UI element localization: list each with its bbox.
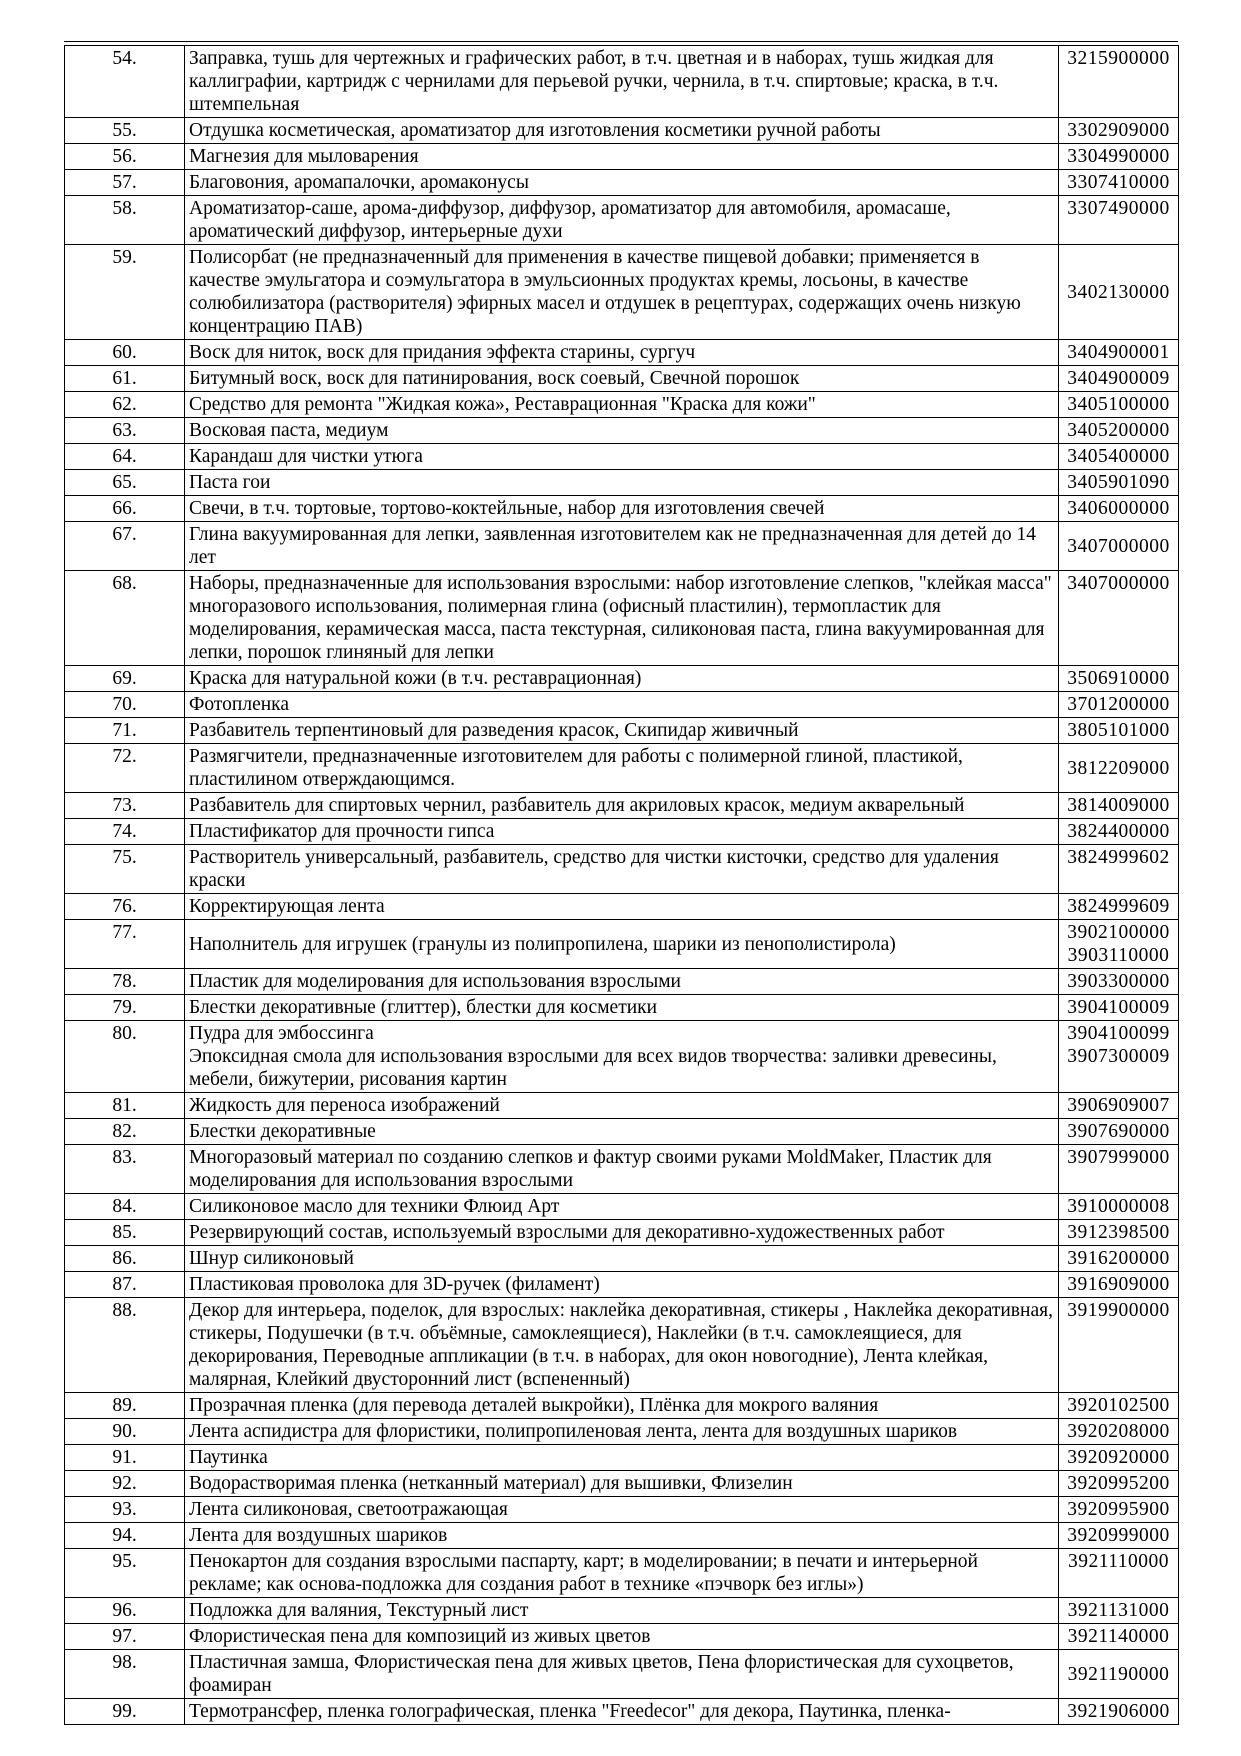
row-description — [185, 1220, 1059, 1246]
table-row — [65, 1549, 1179, 1598]
row-number: 80. — [65, 1021, 185, 1093]
table-row — [65, 920, 1179, 969]
row-code — [1059, 1549, 1179, 1598]
table-row — [65, 418, 1179, 444]
table-row — [65, 170, 1179, 196]
row-description — [185, 496, 1059, 522]
row-number: 65. — [65, 470, 185, 496]
commodity-code: 3814009000 — [1067, 795, 1170, 816]
table-row — [65, 1624, 1179, 1650]
commodity-code: 3904100009 — [1067, 997, 1170, 1018]
row-description — [185, 366, 1059, 392]
row-number: 61. — [65, 366, 185, 392]
row-number: 95. — [65, 1549, 185, 1598]
description-paragraph: Заправка, тушь для чертежных и графических работ, в т.ч. цветная и в наборах, тушь жидкая для каллиграфии, картридж с чернилами для перьевой ручки, чернила, в т.ч. спиртовые; краска, в т.ч. штемпельная — [189, 48, 999, 115]
row-code — [1059, 1497, 1179, 1523]
commodity-code: 3307490000 — [1067, 198, 1170, 219]
description-paragraph: Пудра для эмбоссинга — [189, 1023, 374, 1044]
row-code — [1059, 118, 1179, 144]
row-description — [185, 418, 1059, 444]
commodity-code: 3920995200 — [1067, 1473, 1170, 1494]
table-row — [65, 340, 1179, 366]
description-paragraph: Жидкость для переноса изображений — [189, 1095, 500, 1116]
table-row — [65, 666, 1179, 692]
description-paragraph: Благовония, аромапалочки, аромаконусы — [189, 172, 529, 193]
row-code — [1059, 969, 1179, 995]
table-row — [65, 522, 1179, 571]
description-paragraph: Подложка для валяния, Текстурный лист — [189, 1600, 529, 1621]
row-code — [1059, 1523, 1179, 1549]
row-description — [185, 969, 1059, 995]
row-description — [185, 845, 1059, 894]
table-row — [65, 819, 1179, 845]
row-code — [1059, 144, 1179, 170]
commodity-code: 3907300009 — [1067, 1046, 1170, 1067]
description-paragraph: Шнур силиконовый — [189, 1248, 354, 1269]
commodity-code: 3916200000 — [1067, 1248, 1170, 1269]
description-paragraph: Прозрачная пленка (для перевода деталей выкройки), Плёнка для мокрого валяния — [189, 1395, 879, 1416]
row-description — [185, 1194, 1059, 1220]
row-number: 76. — [65, 894, 185, 920]
row-code — [1059, 1093, 1179, 1119]
table-row — [65, 1194, 1179, 1220]
description-paragraph: Корректирующая лента — [189, 896, 385, 917]
row-code — [1059, 1298, 1179, 1393]
row-description — [185, 170, 1059, 196]
row-code — [1059, 1119, 1179, 1145]
row-number: 85. — [65, 1220, 185, 1246]
table-row — [65, 1119, 1179, 1145]
commodity-code: 3824999609 — [1067, 896, 1170, 917]
row-code — [1059, 1194, 1179, 1220]
row-code — [1059, 496, 1179, 522]
row-code — [1059, 1145, 1179, 1194]
row-number: 60. — [65, 340, 185, 366]
commodity-code: 3402130000 — [1067, 281, 1170, 303]
description-paragraph: Блестки декоративные (глиттер), блестки для косметики — [189, 997, 658, 1018]
commodity-code: 3920999000 — [1067, 1525, 1170, 1546]
row-number: 59. — [65, 245, 185, 340]
row-code — [1059, 894, 1179, 920]
table-row — [65, 1393, 1179, 1419]
commodity-code: 3701200000 — [1067, 694, 1170, 715]
commodity-code: 3215900000 — [1067, 48, 1170, 69]
description-paragraph: Наборы, предназначенные для использования взрослыми: набор изготовление слепков, "клейкая масса" многоразового использования, полимерная глина (офисный пластилин), термопластик для моделирования, керамическая масса, паста текстурная, силиконовая паста, глина вакуумированная для лепки, порошок глиняный для лепки — [189, 573, 1052, 663]
row-description — [185, 1598, 1059, 1624]
row-description — [185, 920, 1059, 969]
table-row — [65, 496, 1179, 522]
table-row — [65, 793, 1179, 819]
row-code — [1059, 1471, 1179, 1497]
description-paragraph: Лента для воздушных шариков — [189, 1525, 448, 1546]
table-row — [65, 969, 1179, 995]
row-number: 73. — [65, 793, 185, 819]
row-code — [1059, 340, 1179, 366]
commodity-code: 3903300000 — [1067, 971, 1170, 992]
row-number: 82. — [65, 1119, 185, 1145]
table-row — [65, 744, 1179, 793]
row-description — [185, 819, 1059, 845]
description-paragraph: Восковая паста, медиум — [189, 420, 389, 441]
row-number: 87. — [65, 1272, 185, 1298]
row-number: 90. — [65, 1419, 185, 1445]
row-description — [185, 744, 1059, 793]
row-number: 66. — [65, 496, 185, 522]
table-row — [65, 1650, 1179, 1699]
commodity-code: 3907690000 — [1067, 1121, 1170, 1142]
description-paragraph: Воск для ниток, воск для придания эффекта старины, сургуч — [189, 342, 696, 363]
row-number: 62. — [65, 392, 185, 418]
description-paragraph: Лента силиконовая, светоотражающая — [189, 1499, 508, 1520]
row-code — [1059, 1624, 1179, 1650]
commodity-code: 3407000000 — [1067, 573, 1170, 594]
table-row — [65, 1145, 1179, 1194]
row-number: 91. — [65, 1445, 185, 1471]
goods-table-container — [64, 45, 1178, 1725]
row-description — [185, 1393, 1059, 1419]
commodity-code: 3506910000 — [1067, 668, 1170, 689]
row-description — [185, 1497, 1059, 1523]
commodity-code: 3302909000 — [1067, 120, 1170, 141]
row-code — [1059, 1650, 1179, 1699]
row-code — [1059, 1272, 1179, 1298]
table-row — [65, 845, 1179, 894]
description-paragraph: Разбавитель для спиртовых чернил, разбавитель для акриловых красок, медиум акварельный — [189, 795, 965, 816]
table-row — [65, 571, 1179, 666]
row-number: 93. — [65, 1497, 185, 1523]
row-number: 72. — [65, 744, 185, 793]
row-number: 97. — [65, 1624, 185, 1650]
row-description — [185, 1298, 1059, 1393]
commodity-code: 3920208000 — [1067, 1421, 1170, 1442]
description-paragraph: Термотрансфер, пленка голографическая, пленка "Freedecor" для декора, Паутинка, пленка- — [189, 1701, 951, 1722]
row-code — [1059, 1699, 1179, 1725]
commodity-code: 3405100000 — [1067, 394, 1170, 415]
table-row — [65, 245, 1179, 340]
commodity-code: 3920102500 — [1067, 1395, 1170, 1416]
description-paragraph: Растворитель универсальный, разбавитель, средство для чистки кисточки, средство для удаления краски — [189, 847, 999, 891]
description-paragraph: Блестки декоративные — [189, 1121, 376, 1142]
table-row — [65, 1298, 1179, 1393]
description-paragraph: Многоразовый материал по созданию слепков и фактур своими руками MoldMaker, Пластик для моделирования для использования взрослыми — [189, 1147, 992, 1191]
table-row — [65, 1419, 1179, 1445]
commodity-code: 3824400000 — [1067, 821, 1170, 842]
row-number: 68. — [65, 571, 185, 666]
row-code — [1059, 522, 1179, 571]
row-number: 63. — [65, 418, 185, 444]
commodity-code: 3921906000 — [1067, 1701, 1170, 1722]
table-row — [65, 470, 1179, 496]
row-number: 96. — [65, 1598, 185, 1624]
row-code — [1059, 1246, 1179, 1272]
table-row — [65, 118, 1179, 144]
description-paragraph: Декор для интерьера, поделок, для взрослых: наклейка декоративная, стикеры , Наклейка декоративная, стикеры, Подушечки (в т.ч. объёмные, самоклеящиеся), Наклейки (в т.ч. самоклеящиеся, для декорирования, Переводные аппликации (в т.ч. в наборах, для окон новогодние), Лента клейкая, малярная, Клейкий двусторонний лист (вспененный) — [189, 1300, 1053, 1390]
row-number: 98. — [65, 1650, 185, 1699]
row-description — [185, 340, 1059, 366]
row-description — [185, 118, 1059, 144]
row-code — [1059, 196, 1179, 245]
row-code — [1059, 666, 1179, 692]
commodity-code: 3307410000 — [1067, 172, 1170, 193]
description-paragraph: Полисорбат (не предназначенный для применения в качестве пищевой добавки; применяется в качестве эмульгатора и соэмульгатора в эмульсионных продуктах кремы, лосьоны, в качестве солюбилизатора (растворителя) эфирных масел и отдушек в рецептурах, содержащих очень низкую концентрацию ПАВ) — [189, 247, 1021, 337]
row-number: 54. — [65, 46, 185, 118]
row-number: 81. — [65, 1093, 185, 1119]
description-paragraph: Битумный воск, воск для патинирования, воск соевый, Свечной порошок — [189, 368, 800, 389]
row-description — [185, 392, 1059, 418]
commodity-code: 3921131000 — [1067, 1600, 1170, 1621]
commodity-code: 3910000008 — [1067, 1196, 1170, 1217]
commodity-code: 3304990000 — [1067, 146, 1170, 167]
row-description — [185, 1471, 1059, 1497]
description-paragraph: Ароматизатор-саше, арома-диффузор, диффузор, ароматизатор для автомобиля, аромасаше, ароматический диффузор, интерьерные духи — [189, 198, 951, 242]
row-description — [185, 444, 1059, 470]
row-code — [1059, 692, 1179, 718]
row-number: 77. — [65, 920, 185, 969]
goods-table — [64, 45, 1179, 1725]
row-number: 88. — [65, 1298, 185, 1393]
row-code — [1059, 366, 1179, 392]
table-row — [65, 196, 1179, 245]
description-paragraph: Пластичная замша, Флористическая пена для живых цветов, Пена флористическая для сухоцветов, фоамиран — [189, 1652, 1014, 1696]
description-paragraph: Размягчители, предназначенные изготовителем для работы с полимерной глиной, пластикой, пластилином отверждающимся. — [189, 746, 963, 790]
row-description — [185, 1093, 1059, 1119]
row-number: 74. — [65, 819, 185, 845]
commodity-code: 3912398500 — [1067, 1222, 1170, 1243]
row-description — [185, 196, 1059, 245]
description-paragraph: Фотопленка — [189, 694, 290, 715]
commodity-code: 3406000000 — [1067, 498, 1170, 519]
row-description — [185, 1145, 1059, 1194]
row-number: 56. — [65, 144, 185, 170]
table-row — [65, 1471, 1179, 1497]
row-description — [185, 666, 1059, 692]
row-code — [1059, 392, 1179, 418]
row-description — [185, 1523, 1059, 1549]
table-row — [65, 692, 1179, 718]
row-number: 57. — [65, 170, 185, 196]
commodity-code: 3812209000 — [1067, 757, 1170, 779]
commodity-code: 3404900001 — [1067, 342, 1170, 363]
row-description — [185, 1650, 1059, 1699]
table-row — [65, 392, 1179, 418]
table-row — [65, 1598, 1179, 1624]
table-row — [65, 1220, 1179, 1246]
description-paragraph: Средство для ремонта "Жидкая кожа», Реставрационная "Краска для кожи" — [189, 394, 816, 415]
row-code — [1059, 1220, 1179, 1246]
description-paragraph: Эпоксидная смола для использования взрослыми для всех видов творчества: заливки древесины, мебели, бижутерии, рисования картин — [189, 1046, 997, 1090]
description-paragraph: Отдушка косметическая, ароматизатор для изготовления косметики ручной работы — [189, 120, 881, 141]
commodity-code: 3805101000 — [1067, 720, 1170, 741]
row-description — [185, 894, 1059, 920]
row-number: 86. — [65, 1246, 185, 1272]
description-paragraph: Лента аспидистра для флористики, полипропиленовая лента, лента для воздушных шариков — [189, 1421, 958, 1442]
commodity-code: 3920995900 — [1067, 1499, 1170, 1520]
row-description — [185, 1549, 1059, 1598]
row-description — [185, 46, 1059, 118]
description-paragraph: Разбавитель терпентиновый для разведения красок, Скипидар живичный — [189, 720, 799, 741]
row-number: 99. — [65, 1699, 185, 1725]
row-number: 78. — [65, 969, 185, 995]
table-row — [65, 1246, 1179, 1272]
page-break-rule — [64, 41, 1178, 42]
table-row — [65, 1523, 1179, 1549]
commodity-code: 3903110000 — [1067, 945, 1170, 966]
row-description — [185, 718, 1059, 744]
description-paragraph: Карандаш для чистки утюга — [189, 446, 423, 467]
commodity-code: 3906909007 — [1067, 1095, 1170, 1116]
commodity-code: 3405901090 — [1067, 472, 1170, 493]
table-row — [65, 995, 1179, 1021]
row-code — [1059, 470, 1179, 496]
commodity-code: 3916909000 — [1067, 1274, 1170, 1295]
commodity-code: 3921140000 — [1067, 1626, 1170, 1647]
row-code — [1059, 793, 1179, 819]
row-code — [1059, 170, 1179, 196]
description-paragraph: Магнезия для мыловарения — [189, 146, 419, 167]
commodity-code: 3920920000 — [1067, 1447, 1170, 1468]
row-number: 70. — [65, 692, 185, 718]
commodity-code: 3919900000 — [1067, 1300, 1170, 1321]
row-number: 71. — [65, 718, 185, 744]
row-number: 94. — [65, 1523, 185, 1549]
row-number: 67. — [65, 522, 185, 571]
row-code — [1059, 718, 1179, 744]
table-row — [65, 1272, 1179, 1298]
table-row — [65, 894, 1179, 920]
row-description — [185, 144, 1059, 170]
row-description — [185, 1021, 1059, 1093]
row-code — [1059, 444, 1179, 470]
table-row — [65, 1699, 1179, 1725]
description-paragraph: Свечи, в т.ч. тортовые, тортово-коктейльные, набор для изготовления свечей — [189, 498, 825, 519]
row-number: 83. — [65, 1145, 185, 1194]
table-row — [65, 46, 1179, 118]
description-paragraph: Силиконовое масло для техники Флюид Арт — [189, 1196, 560, 1217]
row-description — [185, 1445, 1059, 1471]
description-paragraph: Резервирующий состав, используемый взрослыми для декоративно-художественных работ — [189, 1222, 945, 1243]
row-number: 84. — [65, 1194, 185, 1220]
row-description — [185, 995, 1059, 1021]
row-code — [1059, 1393, 1179, 1419]
table-row — [65, 366, 1179, 392]
row-number: 75. — [65, 845, 185, 894]
description-paragraph: Водорастворимая пленка (нетканный материал) для вышивки, Флизелин — [189, 1473, 793, 1494]
description-paragraph: Пенокартон для создания взрослыми паспарту, карт; в моделировании; в печати и интерьерной рекламе; как основа-подложка для создания работ в технике «пэчворк без иглы») — [189, 1551, 978, 1595]
commodity-code: 3407000000 — [1067, 535, 1170, 557]
commodity-code: 3921110000 — [1067, 1551, 1170, 1572]
row-code — [1059, 46, 1179, 118]
commodity-code: 3405200000 — [1067, 420, 1170, 441]
row-code — [1059, 1021, 1179, 1093]
row-number: 58. — [65, 196, 185, 245]
row-code — [1059, 920, 1179, 969]
commodity-code: 3404900009 — [1067, 368, 1170, 389]
commodity-code: 3902100000 — [1067, 922, 1170, 943]
row-code — [1059, 1445, 1179, 1471]
commodity-code: 3824999602 — [1067, 847, 1170, 868]
row-code — [1059, 819, 1179, 845]
row-code — [1059, 845, 1179, 894]
description-paragraph: Флористическая пена для композиций из живых цветов — [189, 1626, 651, 1647]
row-description — [185, 1419, 1059, 1445]
commodity-code: 3405400000 — [1067, 446, 1170, 467]
row-description — [185, 470, 1059, 496]
row-description — [185, 571, 1059, 666]
row-code — [1059, 245, 1179, 340]
description-paragraph: Паста гои — [189, 472, 271, 493]
row-description — [185, 1624, 1059, 1650]
table-row — [65, 718, 1179, 744]
row-number: 55. — [65, 118, 185, 144]
table-row — [65, 1497, 1179, 1523]
table-row — [65, 444, 1179, 470]
table-row — [65, 1093, 1179, 1119]
row-number: 69. — [65, 666, 185, 692]
row-description — [185, 793, 1059, 819]
description-paragraph: Пластиковая проволока для 3D-ручек (филамент) — [189, 1274, 600, 1295]
table-row — [65, 144, 1179, 170]
table-row — [65, 1445, 1179, 1471]
row-description — [185, 1119, 1059, 1145]
row-code — [1059, 1419, 1179, 1445]
row-code — [1059, 571, 1179, 666]
row-number: 92. — [65, 1471, 185, 1497]
row-number: 89. — [65, 1393, 185, 1419]
row-code — [1059, 995, 1179, 1021]
row-code — [1059, 418, 1179, 444]
description-paragraph: Краска для натуральной кожи (в т.ч. реставрационная) — [189, 668, 642, 689]
row-number: 64. — [65, 444, 185, 470]
row-description — [185, 1272, 1059, 1298]
row-number: 79. — [65, 995, 185, 1021]
row-description — [185, 522, 1059, 571]
goods-table-body — [65, 46, 1179, 1725]
row-description — [185, 1246, 1059, 1272]
row-description — [185, 692, 1059, 718]
commodity-code: 3921190000 — [1067, 1663, 1170, 1685]
description-paragraph: Глина вакуумированная для лепки, заявленная изготовителем как не предназначенная для детей до 14 лет — [189, 524, 1037, 568]
row-code — [1059, 1598, 1179, 1624]
table-row — [65, 1021, 1179, 1093]
commodity-code: 3907999000 — [1067, 1147, 1170, 1168]
description-paragraph: Пластификатор для прочности гипса — [189, 821, 495, 842]
description-paragraph: Пластик для моделирования для использования взрослыми — [189, 971, 681, 992]
description-paragraph: Наполнитель для игрушек (гранулы из полипропилена, шарики из пенополистирола) — [189, 933, 896, 955]
row-description — [185, 1699, 1059, 1725]
commodity-code: 3904100099 — [1067, 1023, 1170, 1044]
description-paragraph: Паутинка — [189, 1447, 268, 1468]
row-code — [1059, 744, 1179, 793]
row-description — [185, 245, 1059, 340]
